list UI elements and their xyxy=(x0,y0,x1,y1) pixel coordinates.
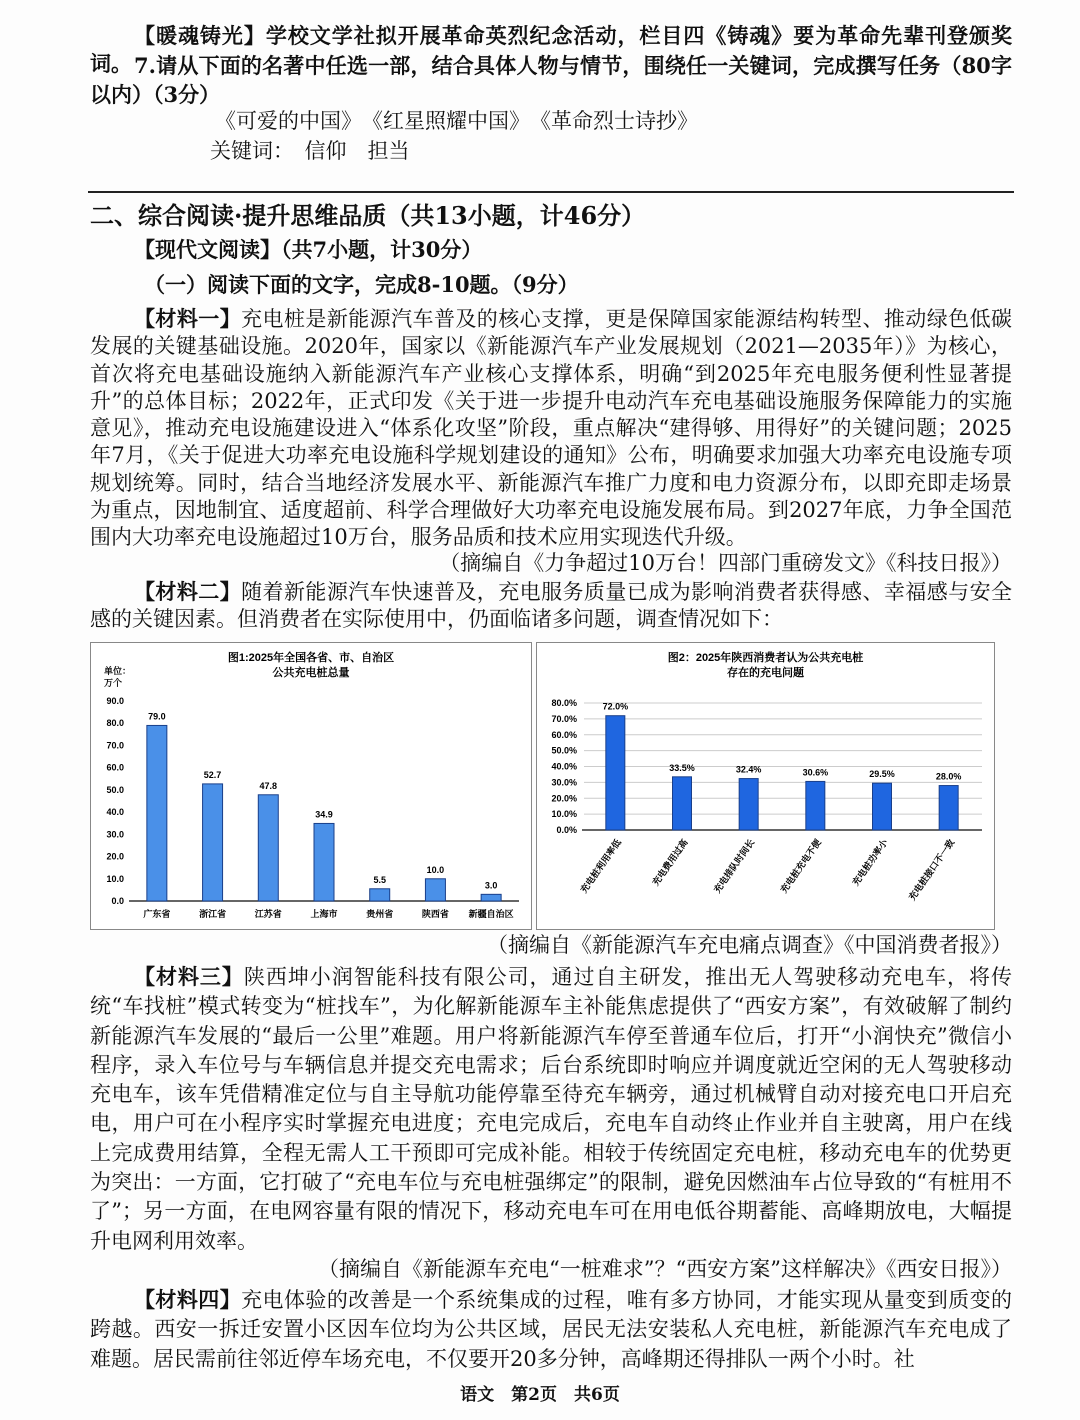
y-tick-label: 60.0 xyxy=(106,762,124,773)
y-tick-label: 20.0% xyxy=(551,793,577,804)
book-list: 《可爱的中国》 《红星照耀中国》 《革命烈士诗抄》 xyxy=(215,109,698,133)
material-text: 随着新能源汽车快速普及，充电服务质量已成为影响消费者获得感、幸福感与安全感的关键因素。但消费者在实际使用中，仍面临诸多问题，调查情况如下： xyxy=(90,580,1012,632)
page-footer: 语文 第2页 共6页 xyxy=(460,1385,620,1405)
y-tick-label: 30.0 xyxy=(106,829,124,840)
chart-subtitle: 公共充电桩总量 xyxy=(272,667,350,679)
chart-subtitle: 存在的充电问题 xyxy=(727,667,804,679)
x-tick-label: 上海市 xyxy=(310,909,338,919)
chart-title: 图1:2025年全国各省、市、自治区 xyxy=(227,652,395,664)
material-text: 陕西坤小润智能科技有限公司，通过自主研发，推出无人驾驶移动充电车，将传统“车找桩”模式转变为“桩找车”，为化解新能源车主补能焦虑提供了“西安方案”，有效破解了制约新能源汽车发展的“最后一公里”难题。用户将新能源汽车停至普通车位后，打开“小润快充”微信小程序，录入车位号与车辆信息并提交充电需求；后台系统即时响应并调度就近空闲的无人驾驶移动充电车，该车凭借精准定位与自主导航功能停靠至待充车辆旁，通过机械臂自动对接充电口开启充电，用户可在小程序实时掌握充电进度；充电完成后，充电车自动终止作业并自主驶离，用户在线上完成费用结算，全程无需人工干预即可完成补能。相较于传统固定充电桩，移动充电车的优势更为突出：一方面，它打破了“充电车位与充电桩强绑定”的限制，避免因燃油车占位导致的“有桩用不了”；另一方面，在电网容量有限的情况下，移动充电车可在用电低谷期蓄能、高峰期放电，大幅提升电网利用效率。 xyxy=(90,965,1013,1253)
y-tick-label: 0.0 xyxy=(111,896,124,906)
y-tick-label: 0.0% xyxy=(556,825,577,835)
data-label: 34.9 xyxy=(315,809,333,820)
data-label: 79.0 xyxy=(148,711,166,722)
data-label: 3.0 xyxy=(484,880,498,891)
data-label: 33.5% xyxy=(669,762,695,773)
material-2 xyxy=(90,578,1012,634)
y-tick-label: 70.0 xyxy=(106,740,124,751)
section-title: 二、综合阅读·提升思维品质（共13小题，计46分） xyxy=(90,201,646,230)
bar xyxy=(258,795,278,901)
bar xyxy=(370,889,390,901)
y-tick-label: 10.0% xyxy=(551,809,577,820)
y-tick-label: 10.0 xyxy=(106,873,124,884)
tag: 【材料一】 xyxy=(134,306,242,331)
material-3 xyxy=(90,962,1012,1256)
chart-2 xyxy=(536,642,995,930)
data-label: 28.0% xyxy=(935,771,962,782)
bar xyxy=(147,725,167,901)
x-tick-label: 充电桩接口不一致 xyxy=(906,837,957,903)
data-label: 52.7 xyxy=(203,769,222,780)
question-7: 7.请从下面的名著中任选一部，结合具体人物与情节，围绕任一关键词，完成撰写任务（80字以内）（3分） xyxy=(90,53,1012,107)
bar xyxy=(481,894,501,901)
x-tick-label: 江苏省 xyxy=(254,909,282,919)
y-tick-label: 50.0 xyxy=(106,784,124,795)
y-tick-label: 60.0% xyxy=(551,729,577,740)
y-tick-label: 20.0 xyxy=(106,851,124,862)
part-title: （一）阅读下面的文字，完成8-10题。（9分） xyxy=(144,272,579,297)
material-1 xyxy=(90,305,1012,552)
y-axis-label: 单位：万个 xyxy=(104,666,132,688)
y-tick-label: 40.0 xyxy=(106,807,124,818)
x-tick-label: 充电排队时间长 xyxy=(711,837,757,895)
y-tick-label: 80.0 xyxy=(106,718,124,729)
bar xyxy=(673,777,692,830)
data-label: 29.5% xyxy=(869,769,895,780)
bar xyxy=(939,786,958,830)
bar xyxy=(873,783,892,830)
x-tick-label: 广东省 xyxy=(143,909,171,919)
data-label: 5.5 xyxy=(373,874,386,885)
data-label: 10.0 xyxy=(426,864,445,875)
x-tick-label: 浙江省 xyxy=(199,909,227,919)
material-4 xyxy=(90,1285,1012,1374)
x-tick-label: 新疆自治区 xyxy=(468,909,514,919)
bar xyxy=(425,879,445,901)
x-tick-label: 充电桩功率小 xyxy=(850,837,890,888)
x-tick-label: 陕西省 xyxy=(421,909,449,919)
divider xyxy=(88,191,1014,193)
x-tick-label: 充电桩充电不便 xyxy=(778,837,823,895)
y-tick-label: 50.0% xyxy=(551,745,577,756)
y-tick-label: 30.0% xyxy=(551,777,577,788)
material-text: 充电桩是新能源汽车普及的核心支撑，更是保障国家能源结构转型、推动绿色低碳发展的关键基础设施。2020年，国家以《新能源汽车产业发展规划（2021—2035年）》为核心，首次将充电基础设施纳入新能源汽车产业核心支撑体系，明确“到2025年充电服务便利性显著提升”的总体目标；2022年，正式印发《关于进一步提升电动汽车充电基础设施服务保障能力的实施意见》，推动充电设施建设进入“体系化攻坚”阶段，重点解决“建得够、用得好”的关键问题；2025年7月，《关于促进大功率充电设施科学规划建设的通知》公布，明确要求加强大功率充电设施专项规划统筹。同时，结合当地经济发展水平、新能源汽车推广力度和电力资源分布，以即充即走场景为重点，因地制宜、适度超前、科学合理做好大功率充电设施发展布局。到2027年底，力争全国范围内大功率充电设施超过10万台，服务品质和技术应用实现迭代升级。 xyxy=(90,307,1012,550)
data-label: 32.4% xyxy=(735,764,762,775)
x-tick-label: 充电桩利用率低 xyxy=(578,837,623,895)
source-2: （摘编自《新能源汽车充电痛点调查》《中国消费者报》） xyxy=(487,933,1012,957)
bar xyxy=(739,779,758,830)
y-tick-label: 90.0 xyxy=(106,696,124,706)
chart-1 xyxy=(90,642,532,930)
bar xyxy=(203,784,223,901)
data-label: 30.6% xyxy=(802,767,829,778)
x-tick-label: 充电费用过高 xyxy=(650,837,690,888)
y-tick-label: 80.0% xyxy=(551,698,577,708)
bar xyxy=(606,716,625,830)
source-3: （摘编自《新能源车充电“一桩难求”？“西安方案”这样解决》《西安日报》） xyxy=(318,1257,1012,1281)
source-1: （摘编自《力争超过10万台！四部门重磅发文》《科技日报》） xyxy=(439,551,1012,575)
keywords: 关键词： 信仰 担当 xyxy=(210,139,410,163)
tag: 【材料三】 xyxy=(134,964,244,989)
y-tick-label: 40.0% xyxy=(551,761,577,772)
tag: 【暖魂铸光】 xyxy=(134,23,266,48)
data-label: 72.0% xyxy=(602,701,629,712)
tag: 【材料四】 xyxy=(134,1287,242,1312)
material-text: 充电体验的改善是一个系统集成的过程，唯有多方协同，才能实现从量变到质变的跨越。西安一拆迁安置小区因车位均为公共区域，居民无法安装私人充电桩，新能源汽车充电成了难题。居民需前往邻近停车场充电，不仅要开20多分钟，高峰期还得排队一两个小时。社 xyxy=(90,1288,1012,1371)
x-tick-label: 贵州省 xyxy=(366,909,394,919)
tag: 【材料二】 xyxy=(134,579,242,604)
data-label: 47.8 xyxy=(259,780,278,791)
y-tick-label: 70.0% xyxy=(551,713,577,724)
chart-title: 图2：2025年陕西消费者认为公共充电桩 xyxy=(667,652,864,664)
bar xyxy=(314,823,334,901)
section-sub: 【现代文阅读】（共7小题，计30分） xyxy=(134,237,483,262)
intro-text: 学校文学社拟开展革命英烈纪念活动，栏目四《铸魂》要为革命先辈刊登颁奖词。 xyxy=(90,23,1013,77)
bar xyxy=(806,781,825,830)
